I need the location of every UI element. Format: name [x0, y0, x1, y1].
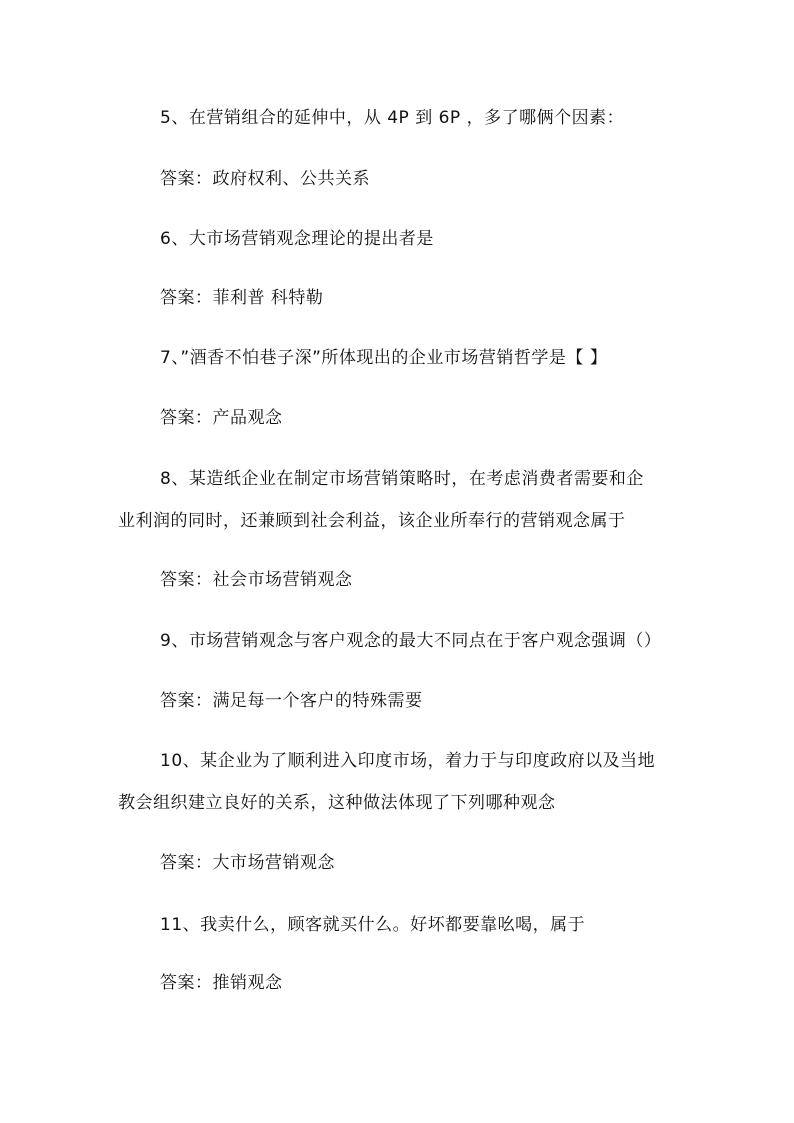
question-10-line-1: 10、某企业为了顺利进入印度市场，着力于与印度政府以及当地: [160, 751, 656, 771]
question-6: 6、大市场营销观念理论的提出者是: [160, 229, 434, 249]
answer-6: 答案：菲利普 科特勒: [160, 288, 324, 308]
answer-9: 答案：满足每一个客户的特殊需要: [160, 691, 423, 711]
answer-8: 答案：社会市场营销观念: [160, 570, 353, 590]
question-7: 7、”酒香不怕巷子深”所体现出的企业市场营销哲学是【 】: [160, 348, 608, 368]
answer-5: 答案：政府权利、公共关系: [160, 169, 370, 189]
answer-7: 答案：产品观念: [160, 408, 283, 428]
question-10-line-2: 教会组织建立良好的关系，这种做法体现了下列哪种观念: [118, 793, 556, 813]
question-8-line-1: 8、某造纸企业在制定市场营销策略时，在考虑消费者需要和企: [160, 469, 644, 489]
question-5: 5、在营销组合的延伸中，从 4P 到 6P ，多了哪俩个因素：: [160, 108, 625, 128]
question-9: 9、市场营销观念与客户观念的最大不同点在于客户观念强调（）: [160, 631, 662, 651]
answer-10: 答案：大市场营销观念: [160, 853, 335, 873]
answer-11: 答案：推销观念: [160, 973, 283, 993]
question-11: 11、我卖什么，顾客就买什么。好坏都要靠吆喝，属于: [160, 915, 586, 935]
question-8-line-2: 业利润的同时，还兼顾到社会利益，该企业所奉行的营销观念属于: [118, 511, 626, 531]
